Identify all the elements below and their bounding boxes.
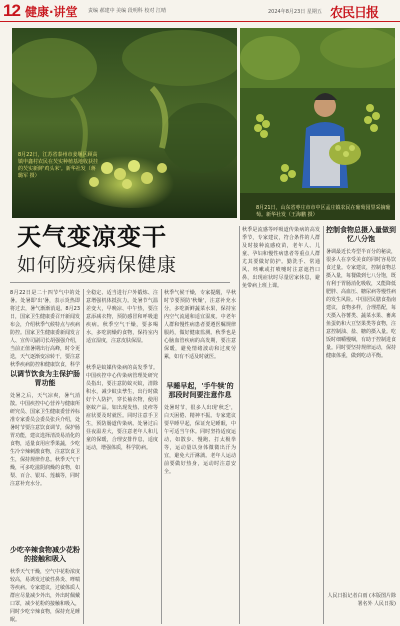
article-col4-top: 秋季是流感等呼吸道传染病的高发季节，专家建议，符合条件的人群及时接种流感疫苗，老年人、儿童、孕妇和慢性病患者等重点人群尤其要做好防护。勤洗手、常通风、咳嗽或打喷嚏时注意遮挡口鼻，出现症状时尽量居家休息，避免带病上班上课。 — [242, 227, 320, 289]
sidebar-credit: 人民日报记者白雨 (本版图片除署名外 人民日报) — [327, 593, 396, 607]
photo-foxnut-harvest — [12, 28, 237, 218]
article-col3-top: 秋季气候干燥，专家提醒，早秋时节要预防'秋燥'，注意补充水分，多吃新鲜蔬菜水果，保持室内空气流通和适宜湿度。中老年人群和慢性病患者要遵医嘱规律服药，做好健康监测。秋季也是心脑血管疾病的高发期，要注意保暖，避免情绪波动和过度劳累，如有不适及时就医。 — [164, 290, 236, 360]
newspaper-logo: 农民日报 — [330, 6, 379, 21]
article-headline: 天气变凉变干 — [17, 222, 167, 251]
sidebar-text: 暑调最近长寿型半百分的秘诀，很多人在享受美食的同时容易饮食过量。专家建议，控制食物总摄入量，每餐做到七八分饱，既有利于胃肠消化吸收，又能降低肥胖、高血压、糖尿病等慢性病的发生风险。中国居民膳食指南建议，食物多样，合理搭配，每天摄入谷薯类、蔬菜水果、畜禽鱼蛋奶和大豆坚果类等食物，注意控制油、盐、糖的摄入量。吃饭时细嚼慢咽，有助于控制进食量。同时要坚持规律运动，保持健康体重，做到吃动平衡。 — [326, 249, 396, 359]
article-col1-top: 8月22日是二十四节气中的处暑。处暑即'出'暑，表示炎热即将过去，暑气渐渐消退。8月23日，国家卫生健康委召开新闻发布会，介绍秋季气候特点与疾病防控。国家卫生健康委新闻发言人、宣传司副司长胡强强介绍，当前正值暑期出行高峰，时令更迭，天气逐渐变凉转干，要注意秋季疾病防控和健康饮食，科学 — [10, 290, 80, 367]
subheading-sleep: 早睡早起，'手牛犊'的那段时间要注意作息 — [166, 382, 234, 399]
article-col2-mid: 秋季是蚊媒传染病的高发季节。中国疾控中心传染病管理处研究员指出，要注意防蚊灭蚊，清除积水，减少蚊虫孳生，出行时做好个人防护，穿长袖衣物，使用驱蚊产品。如出现发热、皮疹等症状要及时就医。同时注意手卫生，预防肠道传染病。处暑过后昼夜温差大，要注意老年人和儿童的保暖，合理安排作息，适度运动，增强体质，科学防病。 — [86, 365, 158, 451]
photo2-caption: 8月21日，山东省枣庄市市中区孟庄镇农民在葡萄园里采摘葡萄。新华社发（王海鹏 摄） — [256, 205, 391, 218]
headline-divider — [10, 282, 230, 283]
editors-line: 责编 郝建中 美编 段明科 校对 江晴 — [88, 8, 166, 14]
column-rule — [83, 289, 84, 624]
page-header — [0, 0, 400, 22]
page-number: 12 — [3, 1, 20, 20]
article-subheadline: 如何防疫病保健康 — [17, 254, 178, 276]
photo1-caption: 8月22日，江苏省泰州市姜堰区顾高镇申鑫村农民在芡实种植基地收获挂的芡实新鲜'鸡头米'。新华社发（蒋璐军 摄） — [18, 152, 99, 179]
column-rule — [161, 289, 162, 624]
article-col1-bottom: 秋季天气干燥，空气中花粉浓度较高，易诱发过敏性鼻炎、哮喘等疾病。专家建议，过敏体质人群应尽量减少外出，外出时佩戴口罩，减少花粉的接触和吸入，同时少吃辛辣食物，保持充足睡眠。 — [10, 569, 80, 623]
issue-date: 2024年8月23日 星期五 — [268, 9, 322, 15]
article-col1-mid: 处暑之后，天气凉爽，暑气消散。中国疾控中心营养与健康所研究员、国家卫生健康委营养标准专家委员会委员张兵介绍，处暑时节要注意饮食调节，保护肠胃功能，建议选择清淡易消化的食物，适量食用应季果蔬，少吃生冷辛辣刺激食物，注意饮食卫生，保持规律作息。秋季天气干燥，可多吃滋阴润燥的食物，如梨、百合、银耳、莲藕等，同时注意补充水分。 — [10, 393, 80, 487]
section-title: 健康·讲堂 — [25, 5, 78, 19]
subheading-diet: 以调节饮食为主保护肠胃功能 — [10, 370, 80, 387]
article-col3-bottom: 处暑时节，很多人出现'秋乏'，白天困倦、精神不振。专家建议要早睡早起，保证充足睡眠，中午可适当午休。同时坚持适度运动，如散步、慢跑、打太极拳等，运动量以身体微微出汗为宜，避免大汗淋漓。老年人运动前要做好热身，运动时注意安全。 — [164, 405, 236, 475]
photo-grape-harvest — [240, 28, 395, 220]
article-col2-top: 全稳定、适当进行户外锻炼、注意增强机体抵抗力。处暑节气温差变大，早晚凉、中午热，要注意添减衣物，预防感冒和呼吸道疾病。秋季空气干燥，要多喝水，多吃润燥的食物，保持室内适宜湿度，注意皮肤保湿。 — [86, 290, 158, 344]
column-rule — [239, 226, 240, 624]
sidebar-title: 控制食物总摄入量做到忆八分饱 — [326, 226, 396, 243]
column-rule — [323, 226, 324, 624]
subheading-pollen: 少吃辛辣食物减少花粉的接触和吸入 — [10, 546, 80, 563]
